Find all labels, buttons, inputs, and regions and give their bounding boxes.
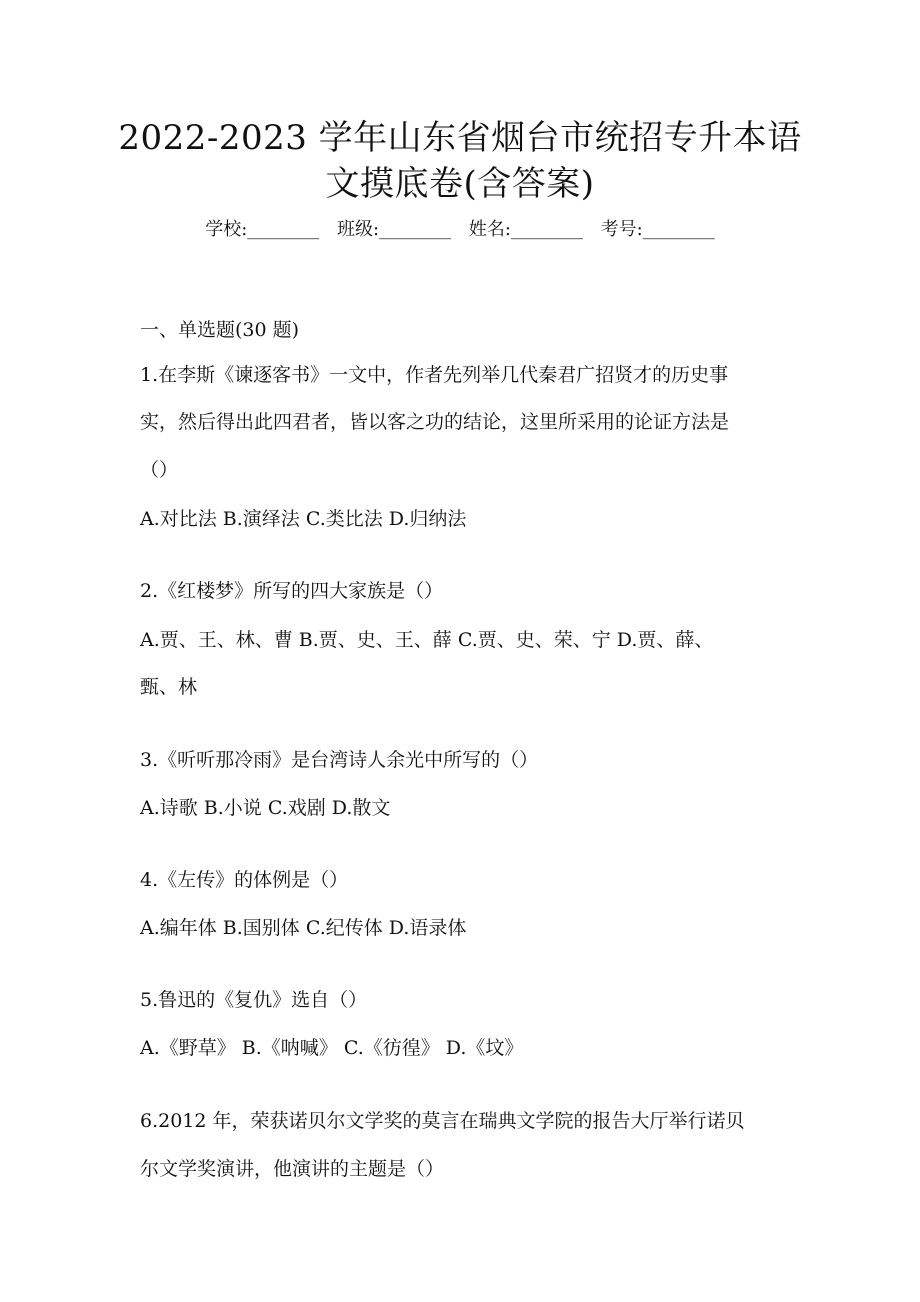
question-2-options-line-1: A.贾、王、林、曹 B.贾、史、王、薛 C.贾、史、荣、宁 D.贾、薛、 [140,629,714,651]
question-4-stem: 4.《左传》的体例是（） [140,869,349,891]
name-field-label: 姓名:________ [468,219,583,240]
question-5-stem: 5.鲁迅的《复仇》选自（） [140,989,368,1011]
question-3-options: A.诗歌 B.小说 C.戏剧 D.散文 [140,797,391,819]
question-6-line-2: 尔文学奖演讲，他演讲的主题是（） [140,1158,445,1180]
question-2-options-line-2: 甄、林 [140,676,198,698]
question-1-line-1: 1.在李斯《谏逐客书》一文中，作者先列举几代秦君广招贤才的历史事 [140,364,729,386]
section-heading: 一、单选题(30 题) [140,319,300,341]
question-2-stem: 2.《红楼梦》所写的四大家族是（） [140,580,444,602]
class-field-label: 班级:________ [337,219,452,240]
question-4-options: A.编年体 B.国别体 C.纪传体 D.语录体 [140,917,467,939]
exam-number-field-label: 考号:________ [600,219,715,240]
student-info-row [100,216,820,244]
question-1-line-2: 实，然后得出此四君者，皆以客之功的结论，这里所采用的论证方法是 [140,411,730,433]
question-6-line-1: 6.2012 年，荣获诺贝尔文学奖的莫言在瑞典文学院的报告大厅举行诺贝 [140,1110,745,1132]
question-1-line-3: （） [140,459,179,481]
question-5-options: A.《野草》 B.《呐喊》 C.《彷徨》 D.《坟》 [140,1037,524,1059]
exam-title-line-1: 2022-2023 学年山东省烟台市统招专升本语 [118,118,802,158]
question-1-options: A.对比法 B.演绎法 C.类比法 D.归纳法 [140,508,467,530]
school-field-label: 学校:________ [205,219,320,240]
exam-title-line-2: 文摸底卷(含答案) [325,164,595,204]
question-3-stem: 3.《听听那冷雨》是台湾诗人余光中所写的（） [140,749,539,771]
